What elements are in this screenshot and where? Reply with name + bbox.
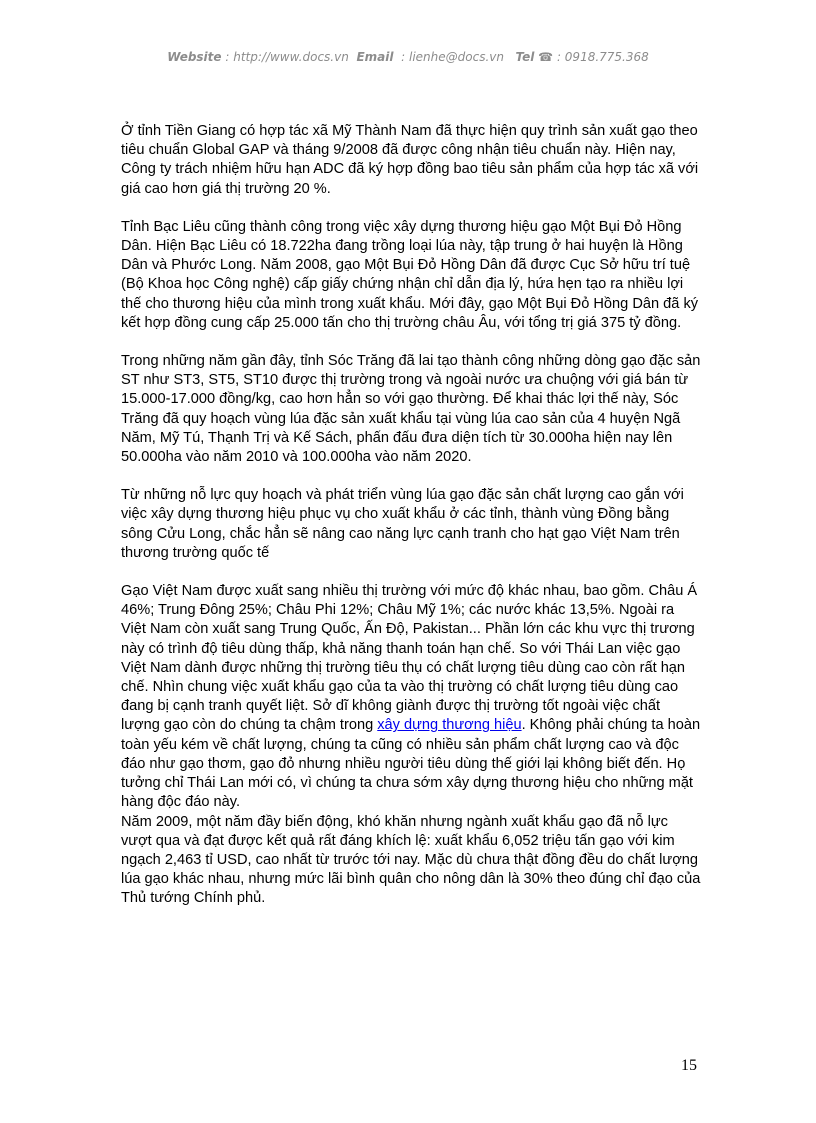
email-label: Email [356, 50, 394, 64]
tel-label: Tel [515, 50, 535, 64]
export-markets-text-cont: . Không phải chúng ta hoàn toàn yếu kém về chất lượng, chúng ta cũng có nhiều sản phẩm chất lượng cao và độc đáo như gạo thơm, gạo đỏ nhưng nhiều người tiêu dùng thế giới lại không biết đến. Họ tưởng chỉ Thái Lan mới có, vì chúng ta chưa sớm xây dựng thương hiệu cho những mặt hàng độc đáo này. [121, 717, 701, 811]
website-value: : http://www.docs.vn [225, 50, 349, 64]
paragraph-soc-trang: Trong những năm gần đây, tỉnh Sóc Trăng đã lai tạo thành công những dòng gạo đặc sản ST như ST3, ST5, ST10 được thị trường trong và ngoài nước ưa chuộng với giá bán từ 15.000-17.000 đồng/kg, cao hơn hẳn so với gạo thường. Để khai thác lợi thế này, Sóc Trăng đã quy hoạch vùng lúa đặc sản xuất khẩu tại vùng lúa cao sản của 4 huyện Ngã Năm, Mỹ Tú, Thạnh Trị và Kế Sách, phấn đấu đưa diện tích từ 30.000ha hiện nay lên 50.000ha vào năm 2010 và 100.000ha vào năm 2020. [121, 353, 701, 466]
export-markets-text: Gạo Việt Nam được xuất sang nhiều thị trường với mức độ khác nhau, bao gồm. Châu Á 46%; Trung Đông 25%; Châu Phi 12%; Châu Mỹ 1%; các nước khác 13,5%. Ngoài ra Việt Nam còn xuất sang Trung Quốc, Ấn Độ, Pakistan... Phần lớn các khu vực thị trương này có trình độ tiêu dùng thấp, khả năng thanh toán hạn chế. So với Thái Lan việc gạo Việt Nam dành được những thị trường tiêu thụ có chất lượng tiêu dùng cao còn rất hạn chế. Nhìn chung việc xuất khẩu gạo của ta vào thị trường có chất lượng tiêu dùng cao đang bị cạnh tranh quyết liệt. Sở dĩ không giành được thị trường tốt ngoài việc chất lượng gạo còn do chúng ta chậm trong [121, 583, 698, 734]
page-header [0, 50, 816, 64]
paragraph-tien-giang: Ở tỉnh Tiền Giang có hợp tác xã Mỹ Thành Nam đã thực hiện quy trình sản xuất gạo theo tiêu chuẩn Global GAP và tháng 9/2008 đã được công nhận tiêu chuẩn này. Hiện nay, Công ty trách nhiệm hữu hạn ADC đã ký hợp đồng bao tiêu sản phẩm của hợp tác xã với giá cao hơn giá thị trường 20 %. [121, 123, 699, 197]
document-body [121, 122, 701, 909]
paragraph-2009-results: Năm 2009, một năm đầy biến động, khó khăn nhưng ngành xuất khẩu gạo đã nỗ lực vượt qua và đạt được kết quả rất đáng khích lệ: xuất khẩu 6,052 triệu tấn gạo với kim ngạch 2,463 tỉ USD, cao nhất từ trước tới nay. Mặc dù chưa thật đồng đều do chất lượng lúa gạo khác nhau, nhưng mức lãi bình quân cho nông dân là 30% theo đúng chỉ đạo của Thủ tướng Chính phủ. [121, 813, 701, 907]
brand-building-link[interactable]: xây dựng thương hiệu [377, 717, 522, 734]
phone-icon: ☎ [538, 50, 554, 64]
paragraph-mekong-delta: Từ những nỗ lực quy hoạch và phát triển vùng lúa gạo đặc sản chất lượng cao gắn với việc xây dựng thương hiệu phục vụ cho xuất khẩu ở các tỉnh, thành vùng Đồng bằng sông Cửu Long, chắc hẳn sẽ nâng cao năng lực cạnh tranh cho hạt gạo Việt Nam trên thương trường quốc tế [121, 487, 684, 561]
paragraph-export-markets [121, 582, 701, 812]
website-label: Website [167, 50, 222, 64]
email-value: : lienhe@docs.vn [401, 50, 504, 64]
paragraph-bac-lieu: Tỉnh Bạc Liêu cũng thành công trong việc xây dựng thương hiệu gạo Một Bụi Đỏ Hồng Dân. Hiện Bạc Liêu có 18.722ha đang trồng loại lúa này, tập trung ở hai huyện là Hồng Dân và Phước Long. Năm 2008, gạo Một Bụi Đỏ Hồng Dân đã được Cục Sở hữu trí tuệ (Bộ Khoa học Công nghệ) cấp giấy chứng nhận chỉ dẫn địa lý, hứa hẹn tạo ra nhiều lợi thế cho thương hiệu của mình trong xuất khẩu. Mới đây, gạo Một Bụi Đỏ Hồng Dân đã ký kết hợp đồng cung cấp 25.000 tấn cho thị trường châu Âu, với tổng trị giá 375 tỷ đồng. [121, 218, 699, 331]
page-number: 15 [681, 1057, 697, 1074]
tel-value: : 0918.775.368 [556, 50, 649, 64]
